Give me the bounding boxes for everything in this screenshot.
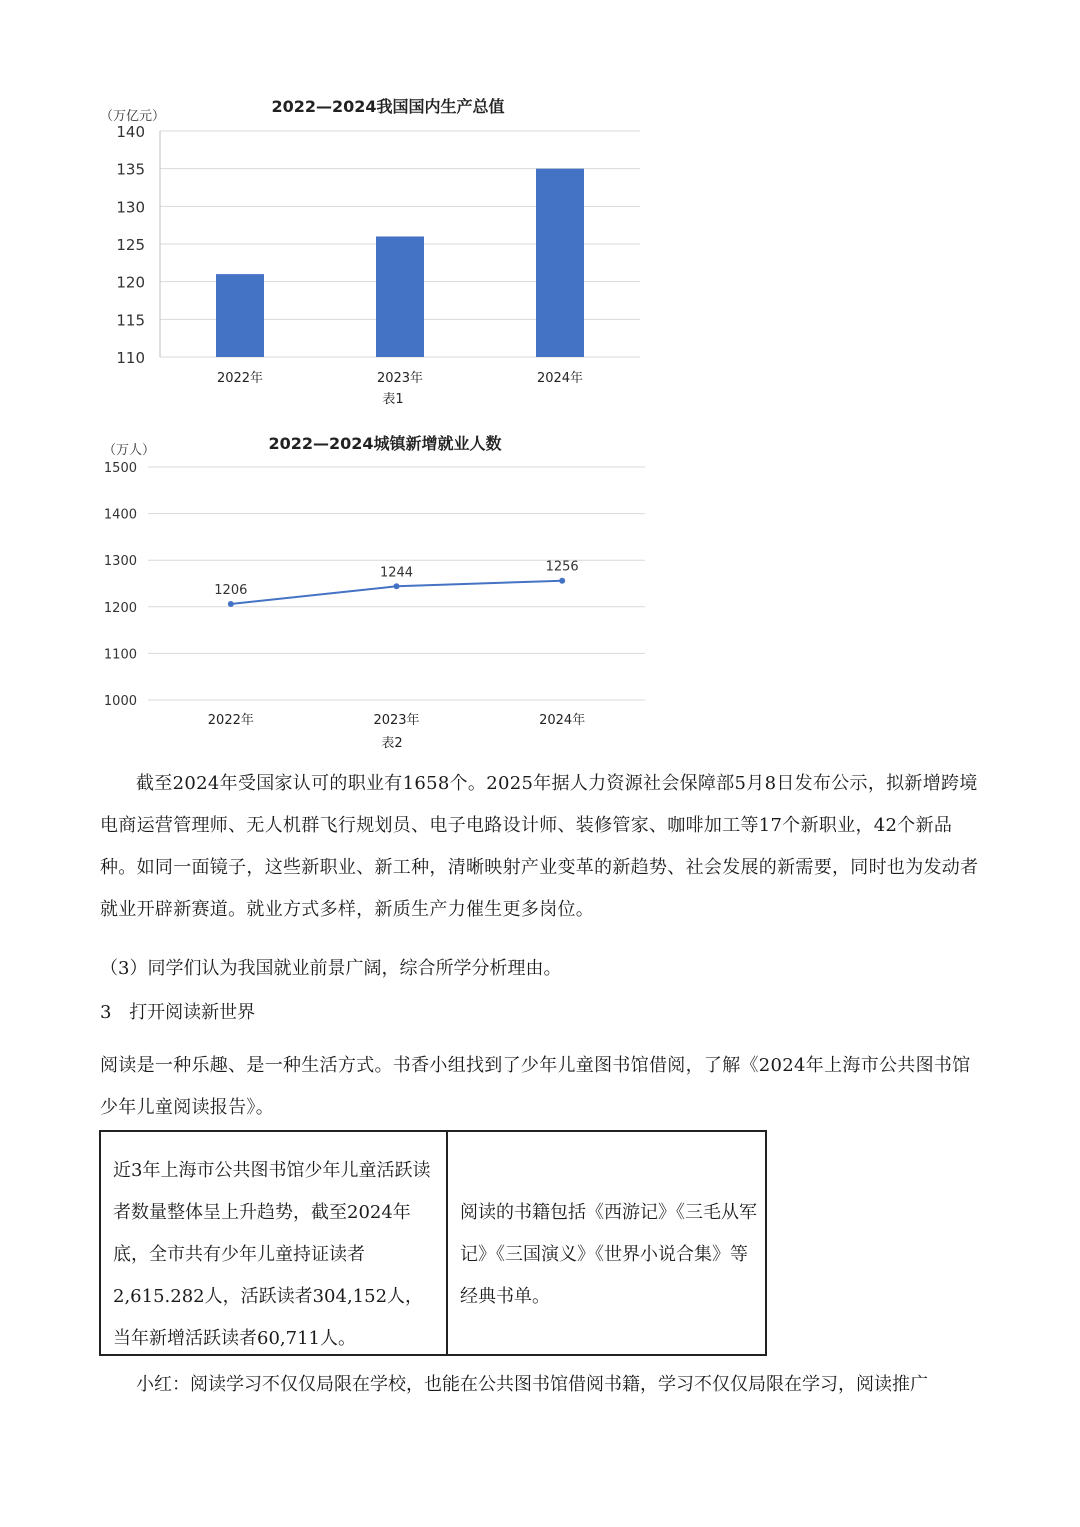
employment-y-tick-label: 1300 xyxy=(103,554,137,570)
section-3-number: 3 xyxy=(100,1002,112,1023)
gdp-bar-chart-svg xyxy=(0,80,700,420)
reading-paragraph: 阅读是一种乐趣、是一种生活方式。书香小组找到了少年儿童图书馆借阅，了解《2024年上海市公共图书馆少年儿童阅读报告》。 xyxy=(100,1055,971,1118)
section-3-title: 打开阅读新世界 xyxy=(129,1002,256,1023)
gdp-bar xyxy=(536,169,584,357)
employment-x-tick-label: 2023年 xyxy=(373,713,420,728)
reading-report-table xyxy=(99,1130,767,1356)
employment-y-tick-label: 1200 xyxy=(103,600,137,616)
gdp-x-tick-label: 2022年 xyxy=(216,371,264,386)
xiaohong-statement: 小红：阅读学习不仅仅局限在学校，也能在公共图书馆借阅书籍，学习不仅仅局限在学习，阅读推广 xyxy=(136,1374,928,1395)
employment-data-point xyxy=(559,578,565,584)
employment-data-label: 1206 xyxy=(214,583,248,599)
gdp-chart xyxy=(0,80,700,420)
gdp-y-tick-label: 110 xyxy=(116,349,145,367)
question-3: （3）同学们认为我国就业前景广阔，综合所学分析理由。 xyxy=(100,958,562,979)
section-3-heading xyxy=(100,998,255,1024)
employment-y-tick-label: 1100 xyxy=(103,647,137,663)
employment-y-tick-label: 1500 xyxy=(103,461,137,476)
employment-data-point xyxy=(394,583,400,589)
gdp-y-tick-label: 135 xyxy=(116,160,145,179)
gdp-x-tick-label: 2023年 xyxy=(376,371,424,386)
employment-data-label: 1244 xyxy=(379,565,414,581)
employment-data-label: 1256 xyxy=(545,559,579,575)
table-cell-readers: 近3年上海市公共图书馆少年儿童活跃读者数量整体呈上升趋势，截至2024年底，全市共有少年儿童持证读者2,615.282人，活跃读者304,152人，当年新增活跃读者60,711人。 xyxy=(101,1132,448,1354)
employment-x-tick-label: 2024年 xyxy=(539,713,586,728)
employment-y-tick-label: 1000 xyxy=(103,694,137,709)
gdp-y-tick-label: 130 xyxy=(116,198,145,217)
employment-line-chart-svg xyxy=(0,425,700,765)
employment-chart-unit: （万人） xyxy=(103,443,156,458)
table-cell-books: 阅读的书籍包括《西游记》《三毛从军记》《三国演义》《世界小说合集》等经典书单。 xyxy=(460,1202,757,1307)
gdp-y-tick-label: 115 xyxy=(116,311,145,330)
gdp-bar xyxy=(376,236,424,357)
employment-paragraph: 截至2024年受国家认可的职业有1658个。2025年据人力资源社会保障部5月8日发布公示，拟新增跨境电商运营管理师、无人机群飞行规划员、电子电路设计师、装修管家、咖啡加工等17个新职业，42个新品种。如同一面镜子，这些新职业、新工种，清晰映射产业变革的新趋势、社会发展的新需要，同时也为发动者就业开辟新赛道。就业方式多样，新质生产力催生更多岗位。 xyxy=(100,773,979,920)
employment-chart-caption: 表2 xyxy=(381,736,403,751)
gdp-y-tick-label: 120 xyxy=(116,273,145,292)
gdp-bar xyxy=(216,274,264,357)
employment-x-tick-label: 2022年 xyxy=(207,713,254,728)
employment-data-point xyxy=(228,601,234,607)
employment-chart xyxy=(0,425,700,765)
gdp-chart-title: 2022—2024我国国内生产总值 xyxy=(271,97,505,116)
employment-chart-title: 2022—2024城镇新增就业人数 xyxy=(268,434,502,453)
gdp-y-tick-label: 140 xyxy=(116,123,145,141)
gdp-chart-unit: （万亿元） xyxy=(100,109,166,124)
gdp-y-tick-label: 125 xyxy=(116,236,145,254)
gdp-chart-caption: 表1 xyxy=(382,392,404,407)
gdp-x-tick-label: 2024年 xyxy=(536,371,584,386)
employment-y-tick-label: 1400 xyxy=(103,507,137,523)
